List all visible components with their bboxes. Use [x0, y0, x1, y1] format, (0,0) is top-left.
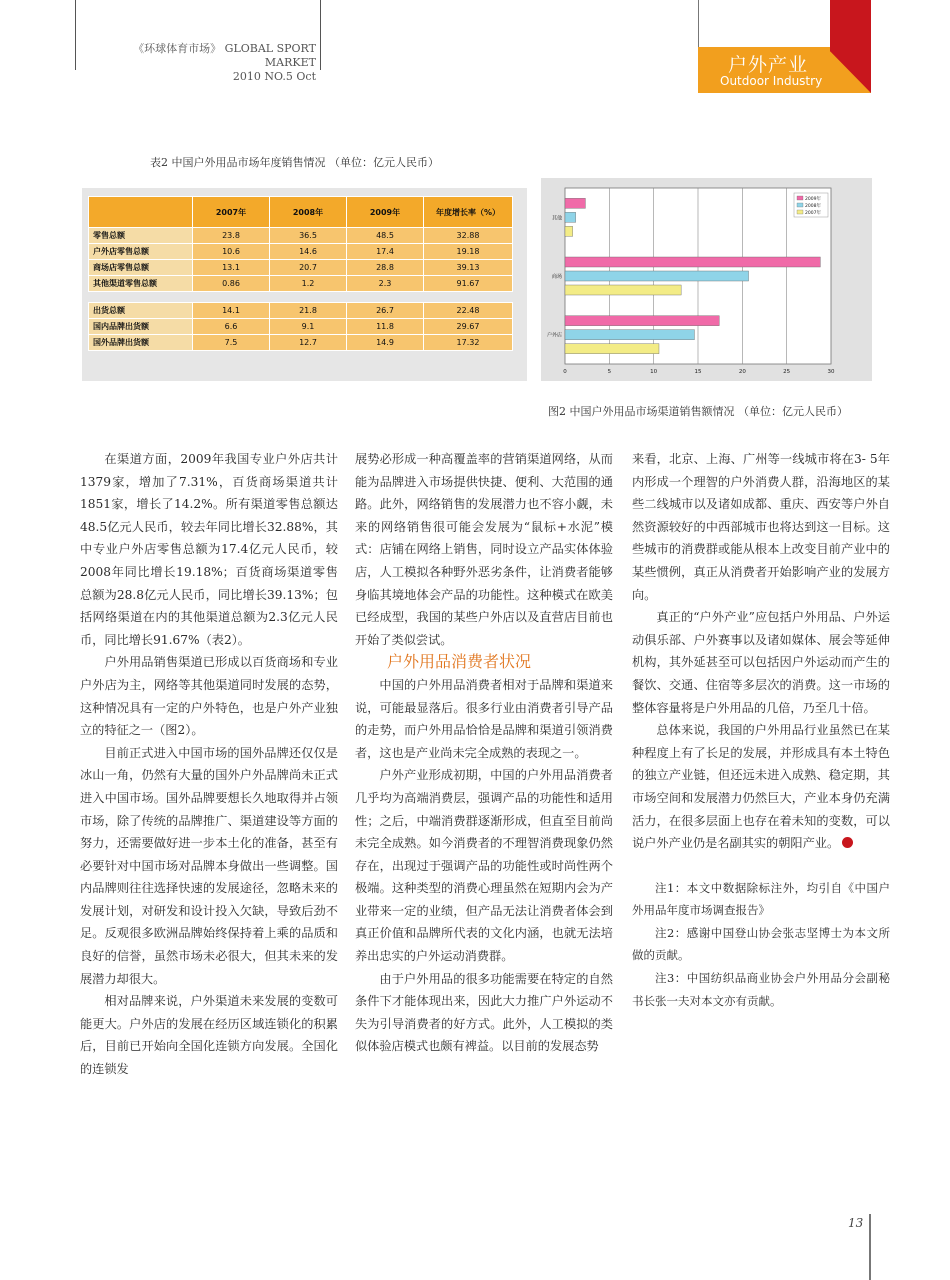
section-subtitle: Outdoor Industry: [720, 74, 823, 88]
end-mark-icon: [842, 837, 853, 848]
table-cell: 17.4: [347, 244, 424, 260]
sales-table-box: [82, 188, 527, 381]
paragraph: 由于户外用品的很多功能需要在特定的自然条件下才能体现出来，因此大力推广户外运动不失为引导消费者的好方式。此外，人工模拟的类似体验店模式也颇有裨益。以目前的发展态势: [355, 971, 613, 1054]
x-tick-label: 5: [607, 369, 612, 375]
table-row: [89, 244, 513, 260]
table-header-cell: 2008年: [270, 197, 347, 228]
table-cell: 39.13: [424, 260, 513, 276]
x-tick-label: 25: [783, 369, 791, 375]
table-cell: 22.48: [424, 303, 513, 319]
issue-label: 2010 NO.5 Oct: [232, 70, 316, 83]
paragraph: 真正的“户外产业”应包括户外用品、户外运动俱乐部、户外赛事以及诸如媒体、展会等延伸机构，其外延甚至可以包括因户外运动而产生的餐饮、交通、住宿等多层次的消费。这一市场的整体容量将是户外用品的几倍，乃至几十倍。: [632, 610, 890, 715]
footnote: 注3：中国纺织品商业协会户外用品分会副秘书长张一夫对本文亦有贡献。: [632, 971, 890, 1008]
row-label: 国内品牌出货额: [89, 319, 193, 335]
paragraph: 户外产业形成初期，中国的户外用品消费者几乎均为高端消费层，强调产品的功能性和适用性；之后，中端消费群逐渐形成，但直至目前尚未完全成熟。如今消费者的不理智消费现象仍然存在，出现过于强调产品的功能性或时尚性两个极端。这种类型的消费心理虽然在短期内会为产业带来一定的业绩，但产品无法让消费者体会到真正价值和品牌所代表的文化内涵，也就无法培养出忠实的户外运动消费群。: [355, 768, 613, 964]
table-cell: 14.1: [193, 303, 270, 319]
table-row: [89, 228, 513, 244]
channel-chart-svg: [541, 178, 872, 381]
x-tick-label: 15: [694, 369, 702, 375]
table-header-corner: [89, 197, 193, 228]
table-cell: 1.2: [270, 276, 347, 292]
table-cell: 32.88: [424, 228, 513, 244]
table-cell: 14.6: [270, 244, 347, 260]
row-label: 商场店零售总额: [89, 260, 193, 276]
x-tick-label: 10: [650, 369, 658, 375]
bar: [565, 330, 694, 340]
paragraph: 中国的户外用品消费者相对于品牌和渠道来说，可能最显落后。很多行业由消费者引导产品的走势，而户外用品恰恰是品牌和渠道引领消费者，这也是产业尚未完全成熟的表现之一。: [355, 677, 613, 760]
bar: [565, 257, 820, 267]
footnote: 注2：感谢中国登山协会张志坚博士为本文所做的贡献。: [632, 925, 890, 963]
paragraph: [632, 719, 890, 855]
table-cell: 29.67: [424, 319, 513, 335]
paragraph: 目前正式进入中国市场的国外品牌还仅仅是冰山一角，仍然有大量的国外户外品牌尚未正式进入中国市场。国外品牌要想长久地取得并占领市场，除了传统的品牌推广、渠道建设等方面的努力，还需要做好进一步本土化的准备，甚至有必要针对中国市场对品牌本身做出一些调整。国内品牌则往往选择快速的发展途径，忽略未来的发展计划，对研发和设计投入欠缺，导致后劲不足。反观很多欧洲品牌始终保持着上乘的品质和良好的信誉，虽然市场未必很大，但其未来的发展潜力却很大。: [80, 745, 338, 986]
bar: [565, 285, 681, 295]
text-column-3: [632, 448, 890, 1012]
paragraph: 展势必形成一种高覆盖率的营销渠道网络，从而能为品牌进入市场提供快捷、便利、大范围的通路。此外，网络销售的发展潜力也不容小觑，未来的网络销售很可能会发展为“鼠标+水泥”模式：店铺在网络上销售，同时设立产品实体体验店，人工模拟各种野外恶劣条件，让消费者能够身临其境地体会产品的功能性。这种模式在欧美已经成型，我国的某些户外店以及直营店目前也开始了类似尝试。: [355, 452, 613, 647]
legend-label: 2009年: [805, 197, 821, 202]
table-cell: 20.7: [270, 260, 347, 276]
table-cell: 7.5: [193, 335, 270, 351]
section-title: 户外产业: [728, 54, 809, 76]
table-cell: 6.6: [193, 319, 270, 335]
row-label: 出货总额: [89, 303, 193, 319]
table-cell: 9.1: [270, 319, 347, 335]
paragraph: 在渠道方面，2009年我国专业户外店共计1379家，增加了7.31%，百货商场渠道共计1851家，增长了14.2%。所有渠道零售总额达48.5亿元人民币，较去年同比增长32.88%，其中专业户外店零售总额为17.4亿元人民币，较2008年同比增长19.18%；百货商场渠道零售总额为28.8亿元人民币，同比增长39.13%；包括网络渠道在内的其他渠道总额为2.3亿元人民币，同比增长91.67%（表2）。: [80, 452, 338, 647]
magazine-title: 《环球体育市场》 GLOBAL SPORT MARKET: [133, 42, 316, 69]
paragraph-text: 总体来说，我国的户外用品行业虽然已在某种程度上有了长足的发展，并形成具有本土特色的独立产业链，但还远未进入成熟、稳定期，其市场空间和发展潜力仍然巨大，产业本身仍充满活力，在很多层面上也存在着未知的变数，可以说户外产业仍是名副其实的朝阳产业。: [632, 723, 890, 851]
text-column-1: [80, 448, 338, 1081]
paragraph: 户外用品销售渠道已形成以百货商场和专业户外店为主，网络等其他渠道同时发展的态势，这种情况具有一定的户外特色，也是户外产业独立的特征之一（图2）。: [80, 655, 338, 738]
table-cell: 36.5: [270, 228, 347, 244]
legend-swatch: [797, 196, 803, 200]
row-label: 其他渠道零售总额: [89, 276, 193, 292]
row-label: 国外品牌出货额: [89, 335, 193, 351]
row-label: 户外店零售总额: [89, 244, 193, 260]
footnote: 注1：本文中数据除标注外，均引自《中国户外用品年度市场调查报告》: [632, 880, 890, 918]
bar: [565, 344, 659, 354]
page-number-rule: [869, 1214, 871, 1280]
table-row: [89, 319, 513, 335]
category-label: 户外店: [546, 332, 562, 339]
bar: [565, 212, 576, 222]
bar: [565, 198, 585, 208]
table-row: [89, 260, 513, 276]
table-cell: 0.86: [193, 276, 270, 292]
paragraph: 相对品牌来说，户外渠道未来发展的变数可能更大。户外店的发展在经历区域连锁化的积累后，目前已开始向全国化连锁方向发展。全国化的连锁发: [80, 994, 338, 1077]
table-cell: 28.8: [347, 260, 424, 276]
row-label: 零售总额: [89, 228, 193, 244]
table-cell: 12.7: [270, 335, 347, 351]
category-label: 商场: [551, 274, 562, 280]
bar: [565, 316, 719, 326]
page-number: 13: [848, 1216, 864, 1230]
legend-label: 2008年: [805, 204, 821, 209]
table-header-cell: 2009年: [347, 197, 424, 228]
table-cell: 91.67: [424, 276, 513, 292]
table-cell: 2.3: [347, 276, 424, 292]
table-cell: 13.1: [193, 260, 270, 276]
x-tick-label: 20: [738, 369, 746, 375]
table-cell: 10.6: [193, 244, 270, 260]
table-header-cell: 2007年: [193, 197, 270, 228]
table-cell: 19.18: [424, 244, 513, 260]
table-cell: 14.9: [347, 335, 424, 351]
x-tick-label: 0: [563, 369, 567, 375]
table-caption: 表2 中国户外用品市场年度销售情况 （单位：亿元人民币）: [150, 156, 439, 169]
table-header-cell: 年度增长率（%）: [424, 197, 513, 228]
bar: [565, 271, 749, 281]
table-cell: 11.8: [347, 319, 424, 335]
table-cell: 23.8: [193, 228, 270, 244]
table-row: [89, 303, 513, 319]
channel-chart: [541, 178, 872, 381]
legend-swatch: [797, 203, 803, 207]
legend-label: 2007年: [805, 211, 821, 216]
text-column-2: [355, 448, 613, 1058]
table-cell: 17.32: [424, 335, 513, 351]
header-rule-left: [75, 0, 76, 70]
running-header: [80, 42, 316, 84]
table-cell: 26.7: [347, 303, 424, 319]
x-tick-label: 30: [827, 369, 835, 375]
section-tab: [698, 0, 871, 93]
bar: [565, 226, 573, 236]
table-cell: 48.5: [347, 228, 424, 244]
section-heading: 户外用品消费者状况: [387, 652, 532, 672]
chart-caption: 图2 中国户外用品市场渠道销售额情况 （单位：亿元人民币）: [548, 405, 848, 418]
legend-swatch: [797, 210, 803, 214]
table-row: [89, 335, 513, 351]
table-row: [89, 276, 513, 292]
header-rule-right: [320, 0, 321, 70]
table-cell: 21.8: [270, 303, 347, 319]
sales-table: [88, 196, 513, 351]
paragraph: 来看，北京、上海、广州等一线城市将在3- 5年内形成一个理智的户外消费人群，沿海地区的某些二线城市以及诸如成都、重庆、西安等户外自然资源较好的中西部城市也将达到这一目标。这些城市的消费群或能从根本上改变目前产业中的某些惯例，真正从消费者开始影响产业的发展方向。: [632, 452, 890, 602]
category-label: 其他: [551, 215, 562, 222]
